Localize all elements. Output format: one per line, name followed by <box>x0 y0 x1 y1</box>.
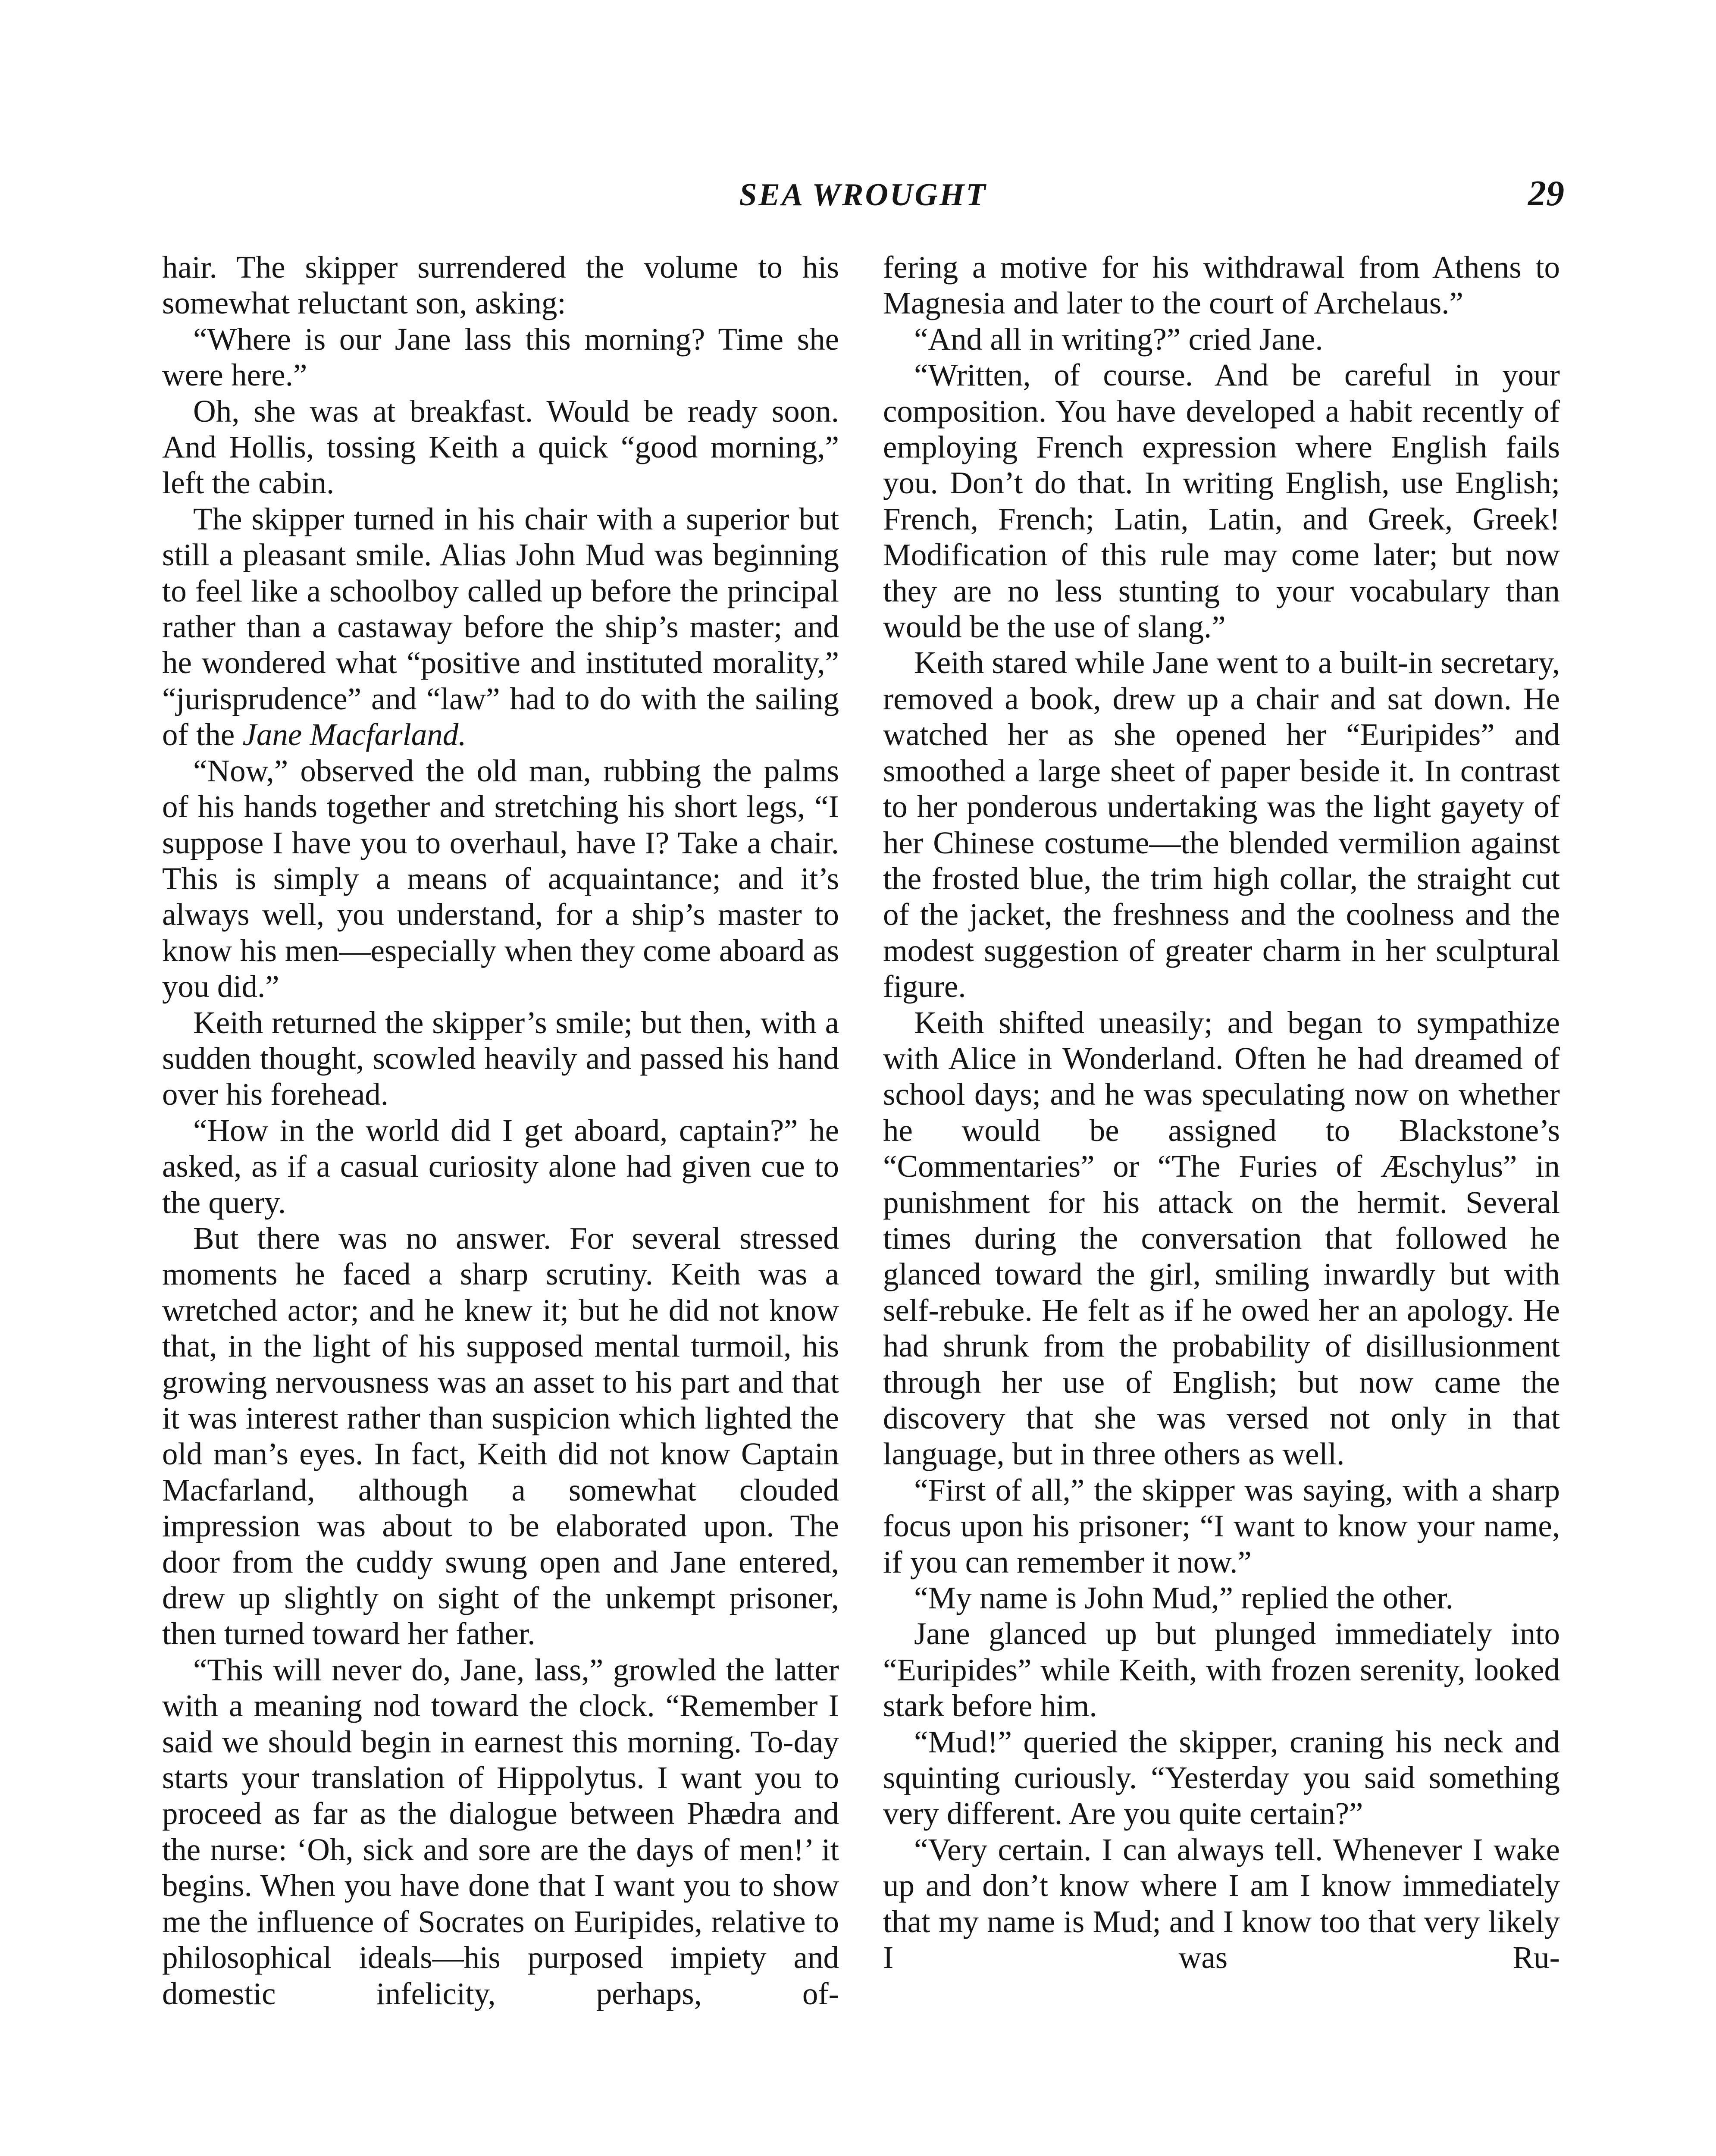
paragraph <box>162 501 839 753</box>
paragraph: Keith stared while Jane went to a built-in secretary, removed a book, drew up a chair and sat down. He watched her as she opened her “Euripides” and smoothed a large sheet of paper beside it. In contrast to her ponderous undertaking was the light gayety of her Chinese costume—the blended vermilion against the frosted blue, the trim high collar, the straight cut of the jacket, the freshness and the coolness and the modest suggestion of greater charm in her sculptural figure. <box>883 645 1560 1004</box>
paragraph: “Now,” observed the old man, rubbing the palms of his hands together and stretching his short legs, “I suppose I have you to overhaul, have I? Take a chair. This is simply a means of acquaintance; and it’s always well, you understand, for a ship’s master to know his men—especially when they come aboard as you did.” <box>162 753 839 1004</box>
paragraph: “Mud!” queried the skipper, craning his neck and squinting curiously. “Yesterday you said something very different. Are you quite certain?” <box>883 1724 1560 1831</box>
paragraph: Jane glanced up but plunged immediately into “Euripides” while Keith, with frozen serenity, looked stark before him. <box>883 1616 1560 1724</box>
ship-name: Jane Macfarland. <box>242 717 467 752</box>
paragraph: fering a motive for his withdrawal from Athens to Magnesia and later to the court of Archelaus.” <box>883 250 1560 321</box>
page-number: 29 <box>1528 173 1564 213</box>
paragraph: “This will never do, Jane, lass,” growled the latter with a meaning nod toward the clock. “Remember I said we should begin in earnest this morning. To-day starts your translation of Hippolytus. I want you to proceed as far as the dialogue between Phædra and the nurse: ‘Oh, sick and sore are the days of men!’ it begins. When you have done that I want you to show me the influence of Socrates on Euripides, relative to philosophical ideals—his purposed impiety and domestic infelicity, perhaps, of- <box>162 1652 839 2011</box>
paragraph: “Where is our Jane lass this morning? Time she were here.” <box>162 321 839 393</box>
paragraph: hair. The skipper surrendered the volume to his somewhat reluctant son, asking: <box>162 250 839 321</box>
paragraph: But there was no answer. For several stressed moments he faced a sharp scrutiny. Keith was a wretched actor; and he knew it; but he did not know that, in the light of his supposed mental turmoil, his growing nervousness was an asset to his part and that it was interest rather than suspicion which lighted the old man’s eyes. In fact, Keith did not know Captain Macfarland, although a somewhat clouded impression was about to be elaborated upon. The door from the cuddy swung open and Jane entered, drew up slightly on sight of the unkempt prisoner, then turned toward her father. <box>162 1220 839 1651</box>
page-header <box>162 172 1564 233</box>
paragraph: “First of all,” the skipper was saying, with a sharp focus upon his prisoner; “I want to know your name, if you can remember it now.” <box>883 1472 1560 1579</box>
paragraph: “Very certain. I can always tell. Whenever I wake up and don’t know where I am I know immediately that my name is Mud; and I know too that very likely I was Ru- <box>883 1832 1560 1975</box>
paragraph: Keith returned the skipper’s smile; but then, with a sudden thought, scowled heavily and passed his hand over his forehead. <box>162 1005 839 1112</box>
paragraph-text: The skipper turned in his chair with a superior but still a pleasant smile. Alias John Mud was beginning to feel like a schoolboy called up before the principal rather than a castaway before the ship’s master; and he wondered what “positive and instituted morality,” “jurisprudence” and “law” had to do with the sailing of the <box>162 501 839 752</box>
paragraph: Keith shifted uneasily; and began to sympathize with Alice in Wonderland. Often he had dreamed of school days; and he was speculating now on whether he would be assigned to Blackstone’s “Commentaries” or “The Furies of Æschylus” in punishment for his attack on the hermit. Several times during the conversation that followed he glanced toward the girl, smiling inwardly but with self-rebuke. He felt as if he owed her an apology. He had shrunk from the probability of disillusionment through her use of English; but now came the discovery that she was versed not only in that language, but in three others as well. <box>883 1005 1560 1472</box>
left-column <box>162 249 839 2012</box>
paragraph: “Written, of course. And be careful in your composition. You have developed a habit recently of employing French expression where English fails you. Don’t do that. In writing English, use English; French, French; Latin, Latin, and Greek, Greek! Modification of this rule may come later; but now they are no less stunting to your vocabulary than would be the use of slang.” <box>883 357 1560 645</box>
paragraph: “How in the world did I get aboard, captain?” he asked, as if a casual curiosity alone had given cue to the query. <box>162 1112 839 1220</box>
running-title: SEA WROUGHT <box>739 177 987 213</box>
paragraph: “My name is John Mud,” replied the other. <box>914 1580 1453 1616</box>
right-column <box>883 249 1560 1976</box>
paragraph: “And all in writing?” cried Jane. <box>914 321 1323 357</box>
paragraph: Oh, she was at breakfast. Would be ready soon. And Hollis, tossing Keith a quick “good morning,” left the cabin. <box>162 393 839 501</box>
